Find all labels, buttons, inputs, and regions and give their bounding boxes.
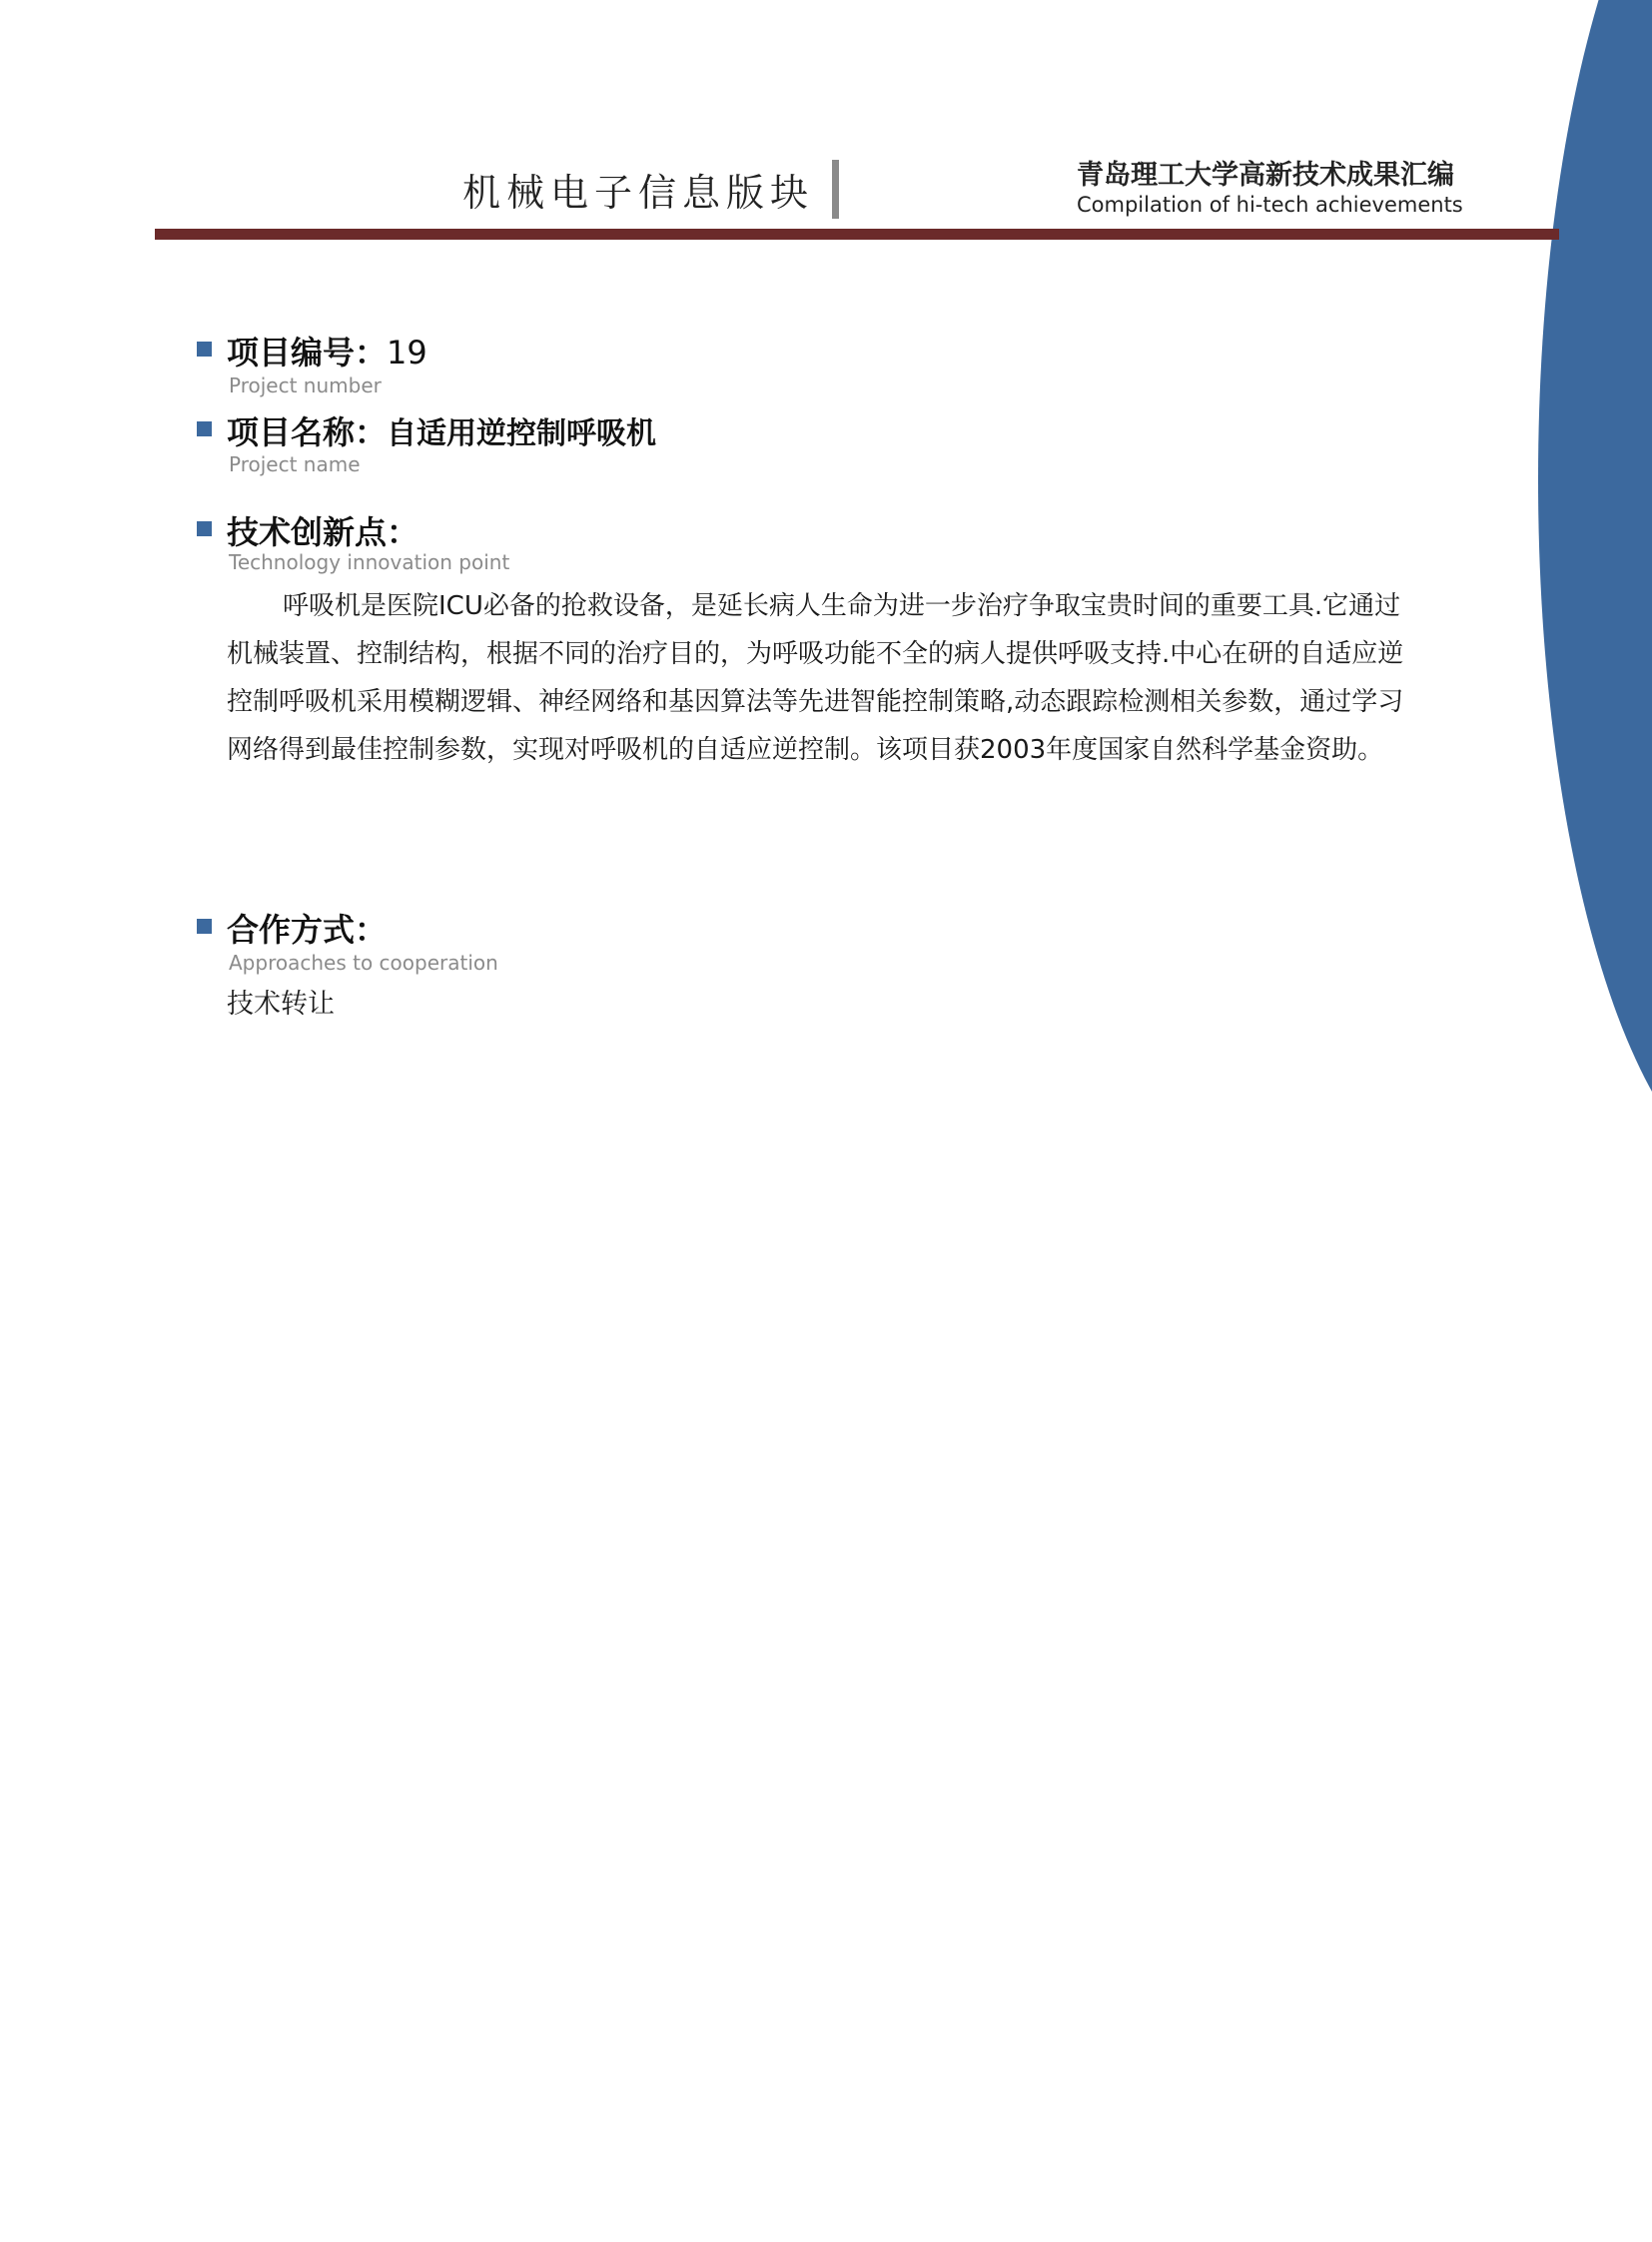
section-title: 机械电子信息版块 — [462, 171, 815, 215]
innovation-en: Technology innovation point — [229, 550, 510, 574]
header-separator — [832, 160, 839, 219]
project-name-heading — [227, 407, 656, 453]
cooperation-heading: 合作方式： — [227, 911, 388, 949]
project-name-en: Project name — [229, 452, 361, 476]
project-name-value: 自适用逆控制呼吸机 — [387, 416, 657, 451]
innovation-paragraph: 呼吸机是医院ICU必备的抢救设备，是延长病人生命为进一步治疗争取宝贵时间的重要工具.它通过机械装置、控制结构，根据不同的治疗目的，为呼吸功能不全的病人提供呼吸支持.中心在研的自适应逆控制呼吸机采用模糊逻辑、神经网络和基因算法等先进智能控制策略,动态跟踪检测相关参数，通过学习网络得到最佳控制参数，实现对呼吸机的自适应逆控制。该项目获2003年度国家自然科学基金资助。 — [227, 591, 1404, 765]
project-number-label: 项目编号： — [227, 334, 388, 372]
header-rule — [155, 229, 1559, 240]
publication-title-en: Compilation of hi-tech achievements — [1077, 193, 1463, 217]
cooperation-value: 技术转让 — [227, 989, 335, 1020]
bullet-square — [197, 421, 212, 436]
project-number-en: Project number — [229, 374, 382, 397]
bullet-square — [197, 342, 212, 357]
decorative-blue-arc — [1538, 0, 1652, 1188]
bullet-square — [197, 521, 212, 536]
project-name-label: 项目名称： — [227, 413, 388, 451]
project-number-value: 19 — [387, 334, 427, 372]
innovation-heading: 技术创新点： — [227, 513, 419, 551]
project-number-heading — [227, 328, 427, 374]
cooperation-en: Approaches to cooperation — [229, 951, 498, 975]
bullet-square — [197, 919, 212, 934]
publication-title-cn: 青岛理工大学高新技术成果汇编 — [1077, 160, 1454, 191]
